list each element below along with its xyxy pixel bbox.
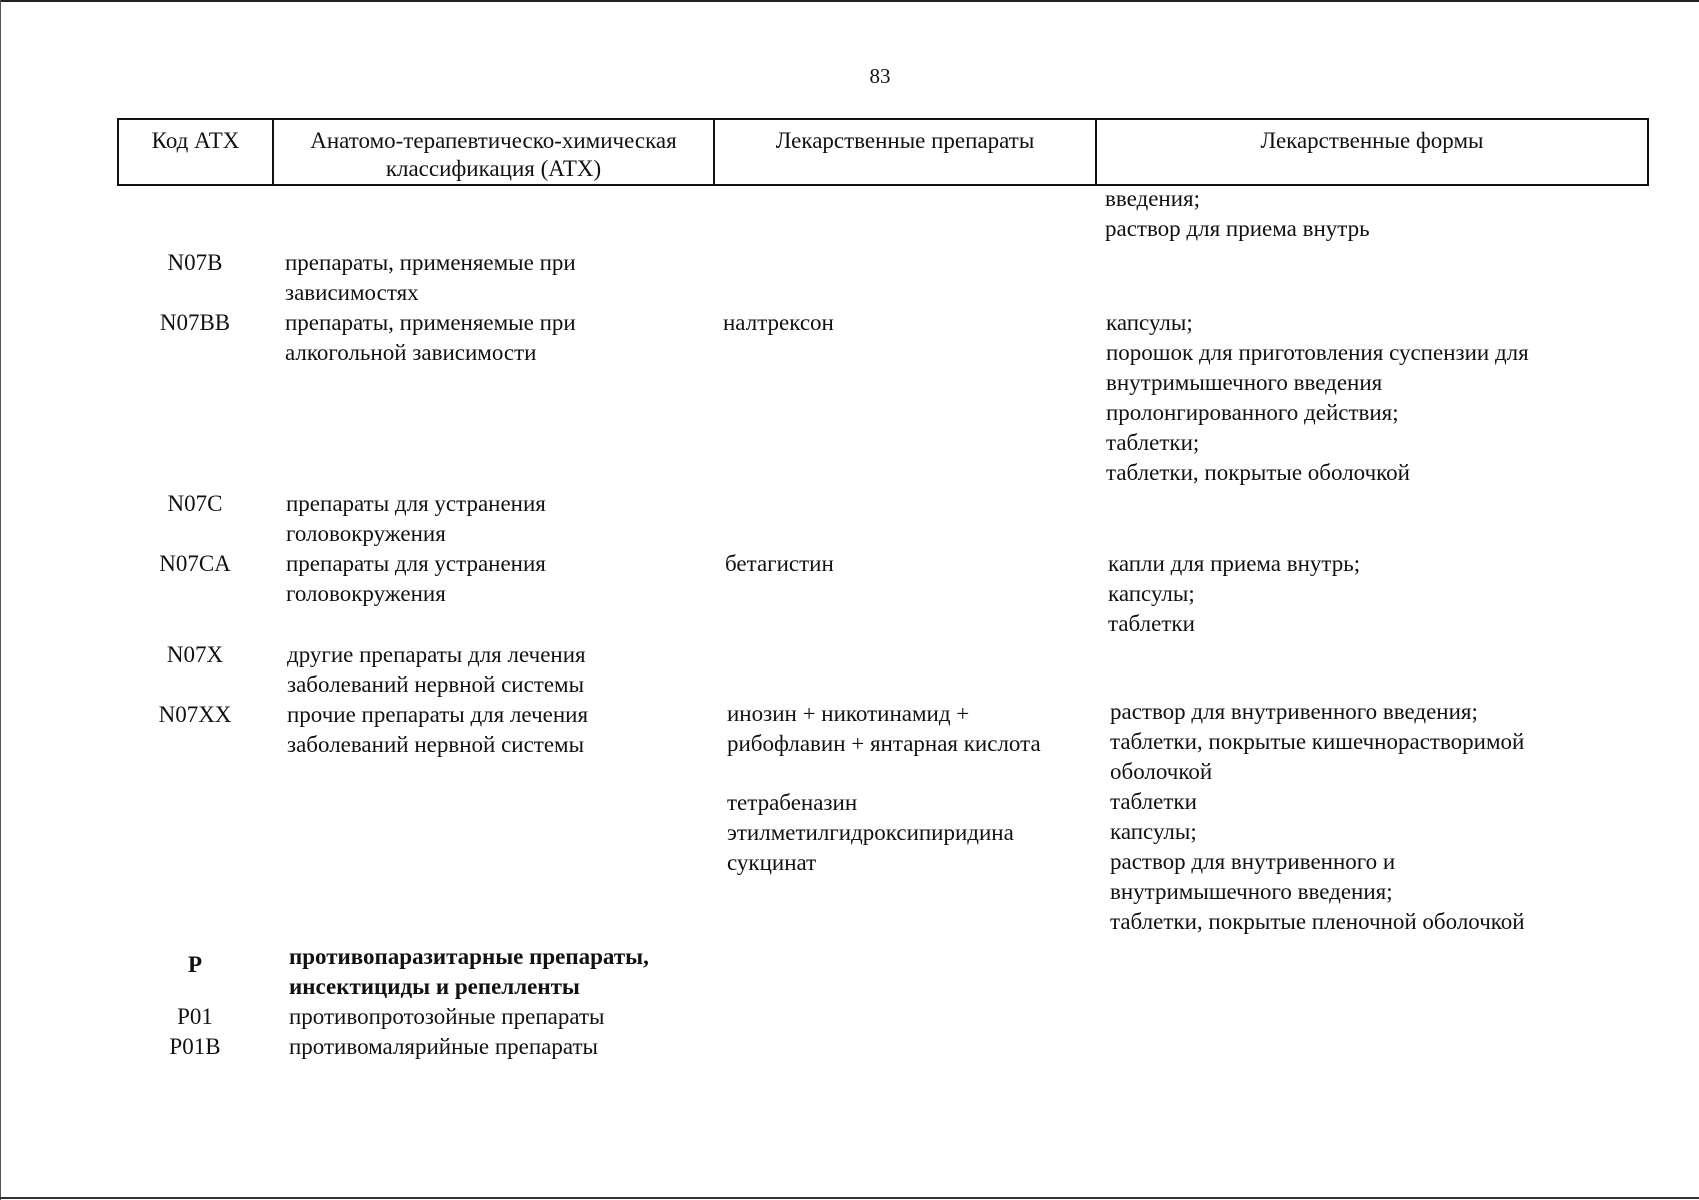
- dosage-form-line: таблетки, покрытые пленочной оболочкой: [1110, 909, 1525, 934]
- drug-name: налтрексон: [723, 310, 834, 335]
- dosage-form-line: внутримышечного введения: [1106, 370, 1383, 395]
- atc-name-line: головокружения: [286, 521, 446, 546]
- header-classification: Анатомо-терапевтическо-химическая классификация (АТХ): [273, 119, 714, 185]
- atc-code: N07BB: [159, 310, 231, 335]
- atc-name-line: противопротозойные препараты: [289, 1004, 605, 1029]
- atc-name-line: другие препараты для лечения: [287, 642, 586, 667]
- atc-name-line: препараты для устранения: [286, 551, 546, 576]
- atc-code: P01: [177, 1004, 213, 1029]
- dosage-form-line: раствор для внутривенного введения;: [1110, 699, 1478, 724]
- atc-code: N07CA: [159, 551, 231, 576]
- header-forms: Лекарственные формы: [1096, 119, 1648, 185]
- atc-name-line: заболеваний нервной системы: [287, 672, 585, 697]
- table-header: [117, 118, 1649, 186]
- drug-name: тетрабеназин: [727, 790, 858, 815]
- dosage-form-line: порошок для приготовления суспензии для: [1106, 340, 1529, 365]
- atc-code: N07XX: [158, 702, 232, 727]
- atc-name-line: зависимостях: [285, 280, 419, 305]
- header-drugs: Лекарственные препараты: [714, 119, 1096, 185]
- dosage-form-line: таблетки;: [1106, 430, 1200, 455]
- atc-code: P: [187, 952, 203, 977]
- atc-name-line: препараты, применяемые при: [285, 310, 576, 335]
- atc-name-line: прочие препараты для лечения: [287, 702, 589, 727]
- atc-code: N07B: [167, 250, 223, 275]
- atc-name-line: головокружения: [286, 581, 446, 606]
- dosage-form-line: таблетки: [1110, 789, 1197, 814]
- atc-name-line: препараты для устранения: [286, 491, 546, 516]
- drug-name: этилметилгидроксипиридина: [727, 820, 1014, 845]
- atc-name-line: алкогольной зависимости: [285, 340, 537, 365]
- continuation-forms-line: введения;: [1105, 186, 1200, 211]
- atc-code: N07C: [167, 491, 223, 516]
- scan-edge-left: [0, 0, 1, 1200]
- atc-code: P01B: [169, 1034, 221, 1059]
- scan-edge-top: [0, 0, 1699, 2]
- dosage-form-line: капсулы;: [1110, 819, 1197, 844]
- atc-name-line: препараты, применяемые при: [285, 250, 576, 275]
- drug-name: рибофлавин + янтарная кислота: [727, 731, 1041, 756]
- atc-name-line: заболеваний нервной системы: [287, 732, 585, 757]
- dosage-form-line: таблетки: [1108, 611, 1195, 636]
- dosage-form-line: раствор для внутривенного и: [1110, 849, 1396, 874]
- scan-edge-bottom: [0, 1197, 1699, 1199]
- drug-name: сукцинат: [727, 850, 817, 875]
- dosage-form-line: таблетки, покрытые кишечнорастворимой: [1110, 729, 1525, 754]
- atc-name-line: противомалярийные препараты: [289, 1034, 598, 1059]
- dosage-form-line: внутримышечного введения;: [1110, 879, 1393, 904]
- dosage-form-line: капсулы;: [1106, 310, 1193, 335]
- atc-name-line: противопаразитарные препараты,: [289, 944, 649, 969]
- dosage-form-line: капли для приема внутрь;: [1108, 551, 1361, 576]
- drug-name: инозин + никотинамид +: [727, 701, 970, 726]
- dosage-form-line: пролонгированного действия;: [1106, 400, 1399, 425]
- dosage-form-line: оболочкой: [1110, 759, 1213, 784]
- dosage-form-line: таблетки, покрытые оболочкой: [1106, 460, 1410, 485]
- atc-name-line: инсектициды и репелленты: [289, 974, 580, 999]
- dosage-form-line: капсулы;: [1108, 581, 1195, 606]
- drug-name: бетагистин: [725, 551, 834, 576]
- header-code: Код АТХ: [118, 119, 273, 185]
- continuation-forms-line: раствор для приема внутрь: [1105, 216, 1370, 241]
- page-number: 83: [869, 64, 891, 88]
- atc-code: N07X: [166, 642, 224, 667]
